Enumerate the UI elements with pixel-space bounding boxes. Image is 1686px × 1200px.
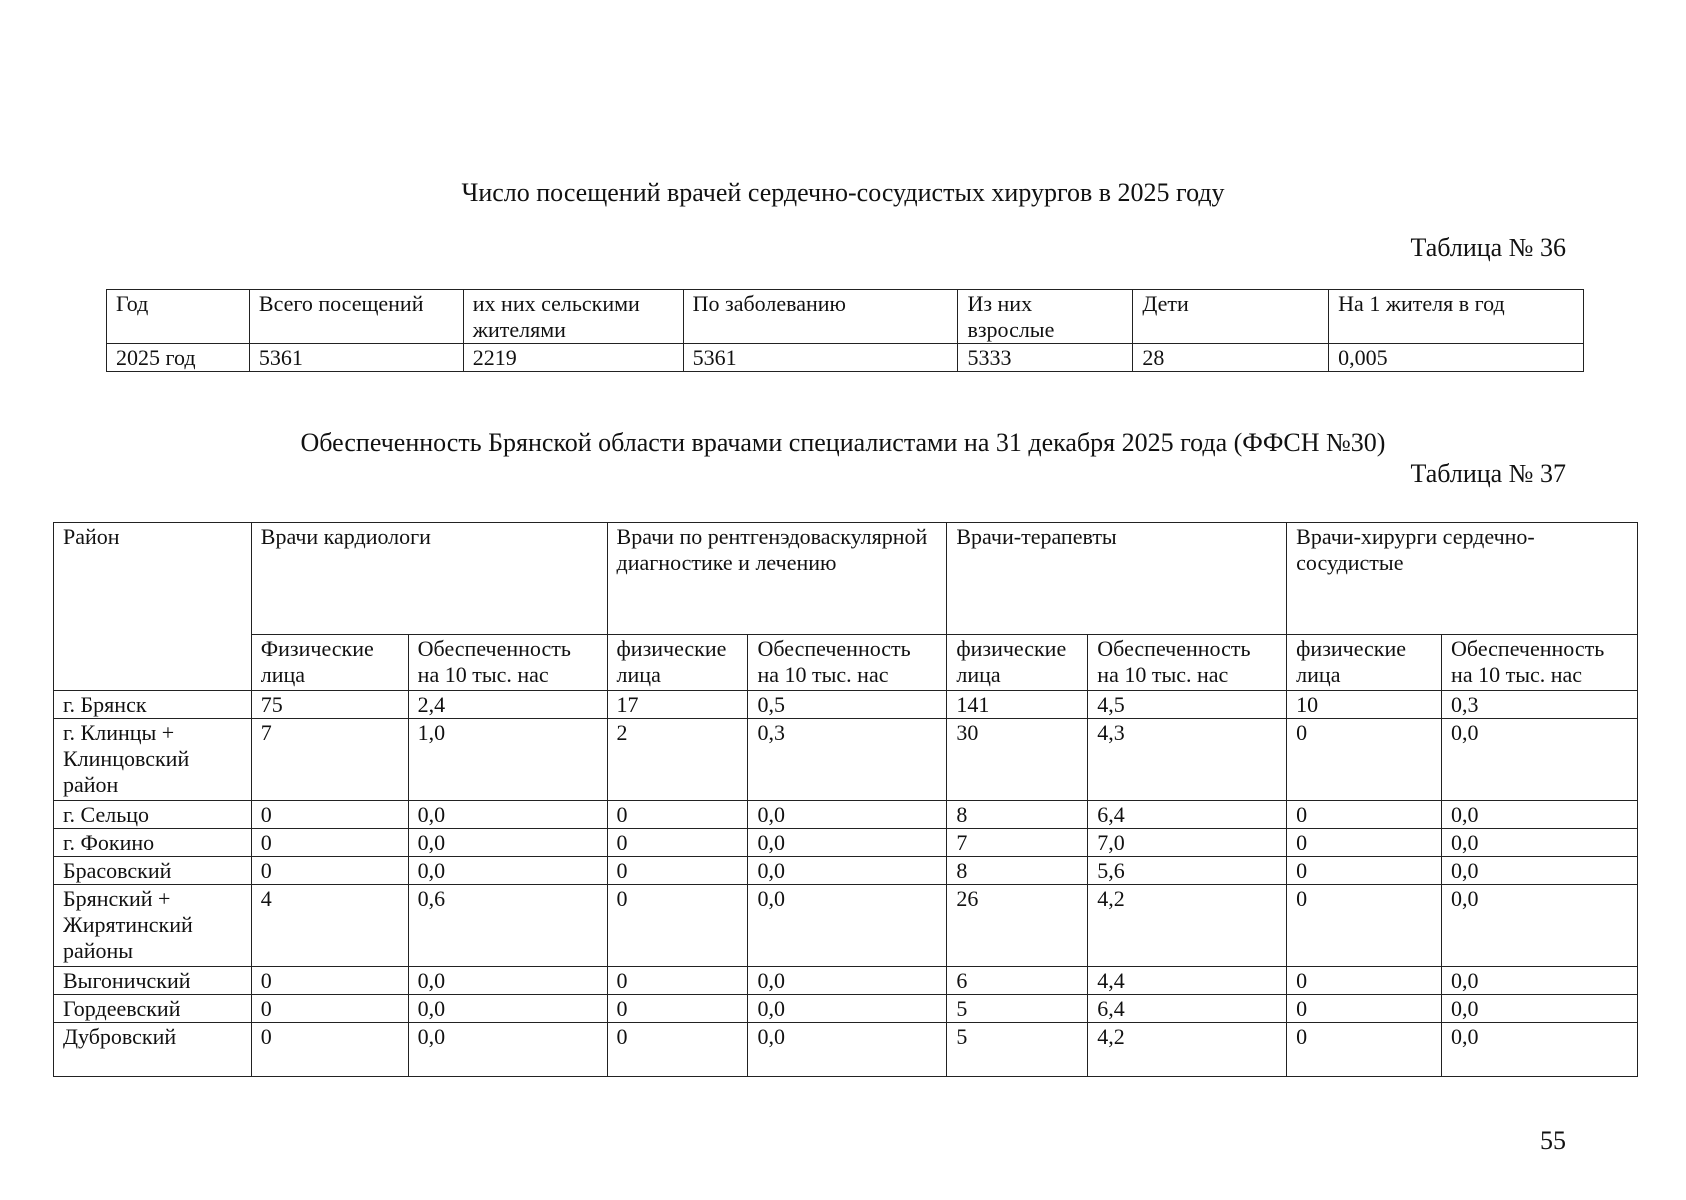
table37-row-cell: 0: [251, 967, 408, 995]
table37-group-header: Врачи кардиологи: [251, 523, 607, 635]
table37-row-cell: 0,0: [1442, 829, 1638, 857]
table37-row-cell: 0,0: [1442, 885, 1638, 967]
table37-row-cell: 0: [251, 801, 408, 829]
table37-row-cell: 6,4: [1088, 995, 1287, 1023]
table37-number: Таблица № 37: [1410, 459, 1566, 488]
table37-row-cell: 6,4: [1088, 801, 1287, 829]
table37-row-cell: 4,3: [1088, 719, 1287, 801]
table37-row-label: г. Клинцы + Клинцовский район: [54, 719, 252, 801]
table37-row-cell: 0,0: [1442, 995, 1638, 1023]
table37-row-cell: 17: [607, 691, 748, 719]
table37-row-cell: 7: [251, 719, 408, 801]
table36-row-cell: 2219: [463, 344, 683, 372]
table37-group-row: [54, 523, 1638, 635]
table37-title: Обеспеченность Брянской области врачами специалистами на 31 декабря 2025 года (ФФСН №30): [300, 428, 1386, 457]
page-number: 55: [1540, 1126, 1566, 1155]
table36-row-cell: 5333: [958, 344, 1133, 372]
table37-group-header: Врачи по рентгенэдоваскулярной диагностике и лечению: [607, 523, 947, 635]
table37-row-cell: 0,3: [1442, 691, 1638, 719]
table37-row-cell: 7: [947, 829, 1088, 857]
table37-row: [54, 829, 1638, 857]
table37-row: [54, 719, 1638, 801]
table37-row-cell: 0: [1287, 995, 1442, 1023]
table37-row-cell: 4: [251, 885, 408, 967]
table36-number: Таблица № 36: [1410, 233, 1566, 262]
table37-row-cell: 4,2: [1088, 885, 1287, 967]
table37-row-label: Брасовский: [54, 857, 252, 885]
table37-row-cell: 4,5: [1088, 691, 1287, 719]
table37-row-cell: 141: [947, 691, 1088, 719]
table37-row-cell: 0: [1287, 1023, 1442, 1077]
table37-row-cell: 4,4: [1088, 967, 1287, 995]
table36-header: Дети: [1133, 290, 1329, 344]
table37-row-label: г. Брянск: [54, 691, 252, 719]
table37-row-cell: 0,0: [1442, 967, 1638, 995]
table37-row-cell: 0: [607, 857, 748, 885]
table37-row-cell: 4,2: [1088, 1023, 1287, 1077]
table37-row-cell: 0,0: [748, 801, 947, 829]
table37-row-cell: 0,0: [748, 829, 947, 857]
table37-row-cell: 0,5: [748, 691, 947, 719]
table37-row-cell: 0: [607, 1023, 748, 1077]
table37-row-cell: 0: [251, 857, 408, 885]
table36-title: Число посещений врачей сердечно-сосудистых хирургов в 2025 году: [461, 178, 1225, 207]
table36-header: По заболеванию: [683, 290, 958, 344]
table37-subheader: физические лица: [607, 635, 748, 691]
table37-row-cell: 0,3: [748, 719, 947, 801]
table37-row: [54, 1023, 1638, 1077]
table37-row-cell: 0: [607, 967, 748, 995]
table37-row-label: г. Сельцо: [54, 801, 252, 829]
table36-header: Всего посещений: [249, 290, 463, 344]
table37-row-cell: 0,0: [748, 857, 947, 885]
table37-row: [54, 967, 1638, 995]
table37-row-cell: 1,0: [408, 719, 607, 801]
table36-header: Из них взрослые: [958, 290, 1133, 344]
table37-row-label: Выгоничский: [54, 967, 252, 995]
table37-row-cell: 0: [1287, 801, 1442, 829]
table37-row-cell: 5: [947, 1023, 1088, 1077]
table37-group-header: Врачи-терапевты: [947, 523, 1287, 635]
table37-row-cell: 0,0: [1442, 1023, 1638, 1077]
table36: [106, 289, 1584, 372]
table37-subheader: Обеспеченность на 10 тыс. нас: [1088, 635, 1287, 691]
table37-subheader-row: [54, 635, 1638, 691]
table37-row-cell: 0,0: [408, 801, 607, 829]
table37-row-cell: 75: [251, 691, 408, 719]
table37-row-cell: 0: [251, 829, 408, 857]
table36-row-cell: 5361: [683, 344, 958, 372]
table37-row-cell: 0,0: [1442, 801, 1638, 829]
table36-row-label: 2025 год: [107, 344, 250, 372]
table36-header-row: [107, 290, 1584, 344]
table37-row-cell: 0,0: [408, 829, 607, 857]
table37-row-cell: 0,0: [1442, 857, 1638, 885]
table37-row-cell: 6: [947, 967, 1088, 995]
table37-row-cell: 7,0: [1088, 829, 1287, 857]
table37-row: [54, 995, 1638, 1023]
table37-row: [54, 801, 1638, 829]
table37-row-cell: 0: [1287, 885, 1442, 967]
table37-row-label: Дубровский: [54, 1023, 252, 1077]
table37-row-label: г. Фокино: [54, 829, 252, 857]
table37-row-cell: 0,0: [748, 885, 947, 967]
table37-row-label: Гордеевский: [54, 995, 252, 1023]
table37-row: [54, 885, 1638, 967]
table37-subheader: Обеспеченность на 10 тыс. нас: [1442, 635, 1638, 691]
table37-row-cell: 0: [607, 885, 748, 967]
table37-row-cell: 0: [607, 801, 748, 829]
table37-group-header: Врачи-хирурги сердечно-сосудистые: [1287, 523, 1638, 635]
table37-row-cell: 0,6: [408, 885, 607, 967]
table37-row-cell: 0: [1287, 829, 1442, 857]
table37-row-cell: 0: [607, 829, 748, 857]
table37: [53, 522, 1638, 1077]
table37-row-cell: 0: [251, 995, 408, 1023]
table37-row-cell: 0,0: [748, 967, 947, 995]
table37-row-cell: 0,0: [408, 1023, 607, 1077]
table37-row-cell: 0,0: [748, 1023, 947, 1077]
table37-row-cell: 8: [947, 857, 1088, 885]
table37-subheader: Обеспеченность на 10 тыс. нас: [408, 635, 607, 691]
table37-row-cell: 26: [947, 885, 1088, 967]
table37-row: [54, 857, 1638, 885]
table36-row-cell: 28: [1133, 344, 1329, 372]
table37-row-cell: 0: [607, 995, 748, 1023]
table36-row-cell: 5361: [249, 344, 463, 372]
table37-row-cell: 5: [947, 995, 1088, 1023]
table37-subheader: физические лица: [1287, 635, 1442, 691]
table37-subheader: Обеспеченность на 10 тыс. нас: [748, 635, 947, 691]
table36-row: [107, 344, 1584, 372]
table37-row-cell: 0: [1287, 967, 1442, 995]
table36-header: На 1 жителя в год: [1329, 290, 1584, 344]
table37-subheader: физические лица: [947, 635, 1088, 691]
table37-row-cell: 0: [1287, 719, 1442, 801]
table37-row-cell: 0: [251, 1023, 408, 1077]
table37-row: [54, 691, 1638, 719]
table37-row-label: Брянский + Жирятинский районы: [54, 885, 252, 967]
table37-row-cell: 0,0: [408, 967, 607, 995]
table37-row-cell: 0: [1287, 857, 1442, 885]
table36-header: Год: [107, 290, 250, 344]
table37-row-cell: 10: [1287, 691, 1442, 719]
table36-header: их них сельскими жителями: [463, 290, 683, 344]
table37-row-cell: 2,4: [408, 691, 607, 719]
table37-row-cell: 30: [947, 719, 1088, 801]
table37-subheader: Физические лица: [251, 635, 408, 691]
table37-row-cell: 5,6: [1088, 857, 1287, 885]
table37-row-cell: 2: [607, 719, 748, 801]
table37-row-cell: 0,0: [1442, 719, 1638, 801]
table37-region-header: Район: [54, 523, 252, 691]
table36-row-cell: 0,005: [1329, 344, 1584, 372]
table37-row-cell: 0,0: [408, 995, 607, 1023]
table37-row-cell: 0,0: [408, 857, 607, 885]
table37-row-cell: 8: [947, 801, 1088, 829]
table37-row-cell: 0,0: [748, 995, 947, 1023]
